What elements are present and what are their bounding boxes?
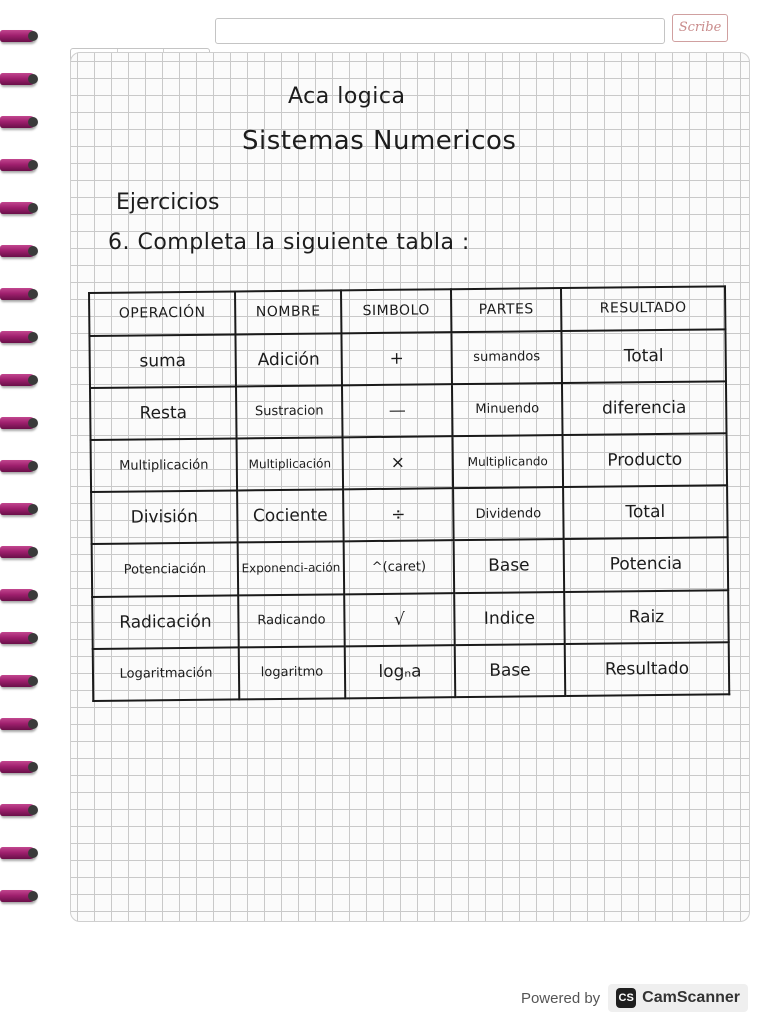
header-cell: SIMBOLO (341, 289, 451, 333)
spiral-ring (0, 890, 36, 902)
table-cell: Logaritmación (93, 647, 240, 701)
table-cell: Potenciación (92, 543, 239, 597)
spiral-ring (0, 503, 36, 515)
table-cell: Cociente (237, 490, 344, 543)
table-row (91, 486, 728, 545)
spiral-ring (0, 374, 36, 386)
spiral-ring (0, 417, 36, 429)
table-cell: Multiplicación (237, 437, 344, 490)
table-cell: logₙa (345, 645, 456, 698)
table-row (92, 590, 729, 649)
table-cell: √ (344, 593, 455, 646)
spiral-ring (0, 288, 36, 300)
table-cell: Minuendo (452, 383, 563, 436)
table-cell: Resultado (565, 642, 730, 696)
table-cell: suma (89, 334, 236, 388)
spiral-binding (0, 30, 42, 930)
spiral-ring (0, 159, 36, 171)
table-cell: Total (561, 329, 726, 383)
spiral-ring (0, 460, 36, 472)
table-cell: Resta (90, 386, 237, 440)
table-cell: Producto (563, 433, 728, 487)
spiral-ring (0, 718, 36, 730)
scanner-watermark (521, 983, 748, 1013)
header-cell: NOMBRE (235, 290, 341, 334)
table-cell: Multiplicación (91, 438, 238, 492)
table-cell: ÷ (343, 488, 454, 541)
table-cell: Radicando (238, 594, 345, 647)
header-cell: PARTES (451, 288, 561, 332)
table-cell: Sustracion (236, 385, 343, 438)
page-title: Sistemas Numericos (242, 126, 517, 156)
table-row (91, 433, 728, 492)
spiral-ring (0, 804, 36, 816)
table-cell: × (343, 436, 454, 489)
notebook-brand-logo: Scribe (672, 14, 728, 42)
table-cell: sumandos (451, 331, 562, 384)
subject-box (215, 18, 665, 44)
table-cell: Multiplicando (453, 435, 564, 488)
table-cell: diferencia (562, 381, 727, 435)
table-row (93, 642, 730, 701)
spiral-ring (0, 675, 36, 687)
spiral-ring (0, 546, 36, 558)
course-title: Aca logica (288, 84, 406, 109)
table-cell: Radicación (92, 595, 239, 649)
table-cell: Exponenci-ación (238, 542, 345, 595)
spiral-ring (0, 761, 36, 773)
operations-table (88, 285, 730, 702)
table-cell: Dividendo (453, 487, 564, 540)
table-cell: División (91, 491, 238, 545)
table-cell: Base (455, 644, 566, 697)
table-cell: Total (563, 486, 728, 540)
spiral-ring (0, 331, 36, 343)
spiral-ring (0, 116, 36, 128)
section-heading: Ejercicios (116, 190, 220, 215)
table-row (92, 538, 729, 597)
spiral-ring (0, 30, 36, 42)
spiral-ring (0, 245, 36, 257)
spiral-ring (0, 73, 36, 85)
table-cell: Adición (235, 333, 342, 386)
table-cell: Base (454, 539, 565, 592)
table-header-row (89, 286, 725, 335)
table-row (90, 381, 727, 440)
table-cell: ^(caret) (344, 541, 455, 594)
table-cell: — (342, 384, 453, 437)
powered-by-text: Powered by (520, 989, 601, 1007)
spiral-ring (0, 632, 36, 644)
spiral-ring (0, 202, 36, 214)
table-cell: logaritmo (239, 646, 346, 699)
header-cell: OPERACIÓN (89, 291, 235, 335)
table-cell: Potencia (564, 538, 729, 592)
camscanner-logo-icon: CS (616, 988, 636, 1008)
table-cell: Indice (454, 592, 565, 645)
table-cell: Raiz (564, 590, 729, 644)
camscanner-name: CamScanner (642, 989, 740, 1006)
spiral-ring (0, 589, 36, 601)
spiral-ring (0, 847, 36, 859)
camscanner-badge (608, 984, 748, 1012)
header-cell: RESULTADO (561, 286, 725, 330)
table-row (89, 329, 726, 388)
exercise-instruction: 6. Completa la siguiente tabla : (108, 230, 470, 255)
table-cell: + (341, 332, 452, 385)
